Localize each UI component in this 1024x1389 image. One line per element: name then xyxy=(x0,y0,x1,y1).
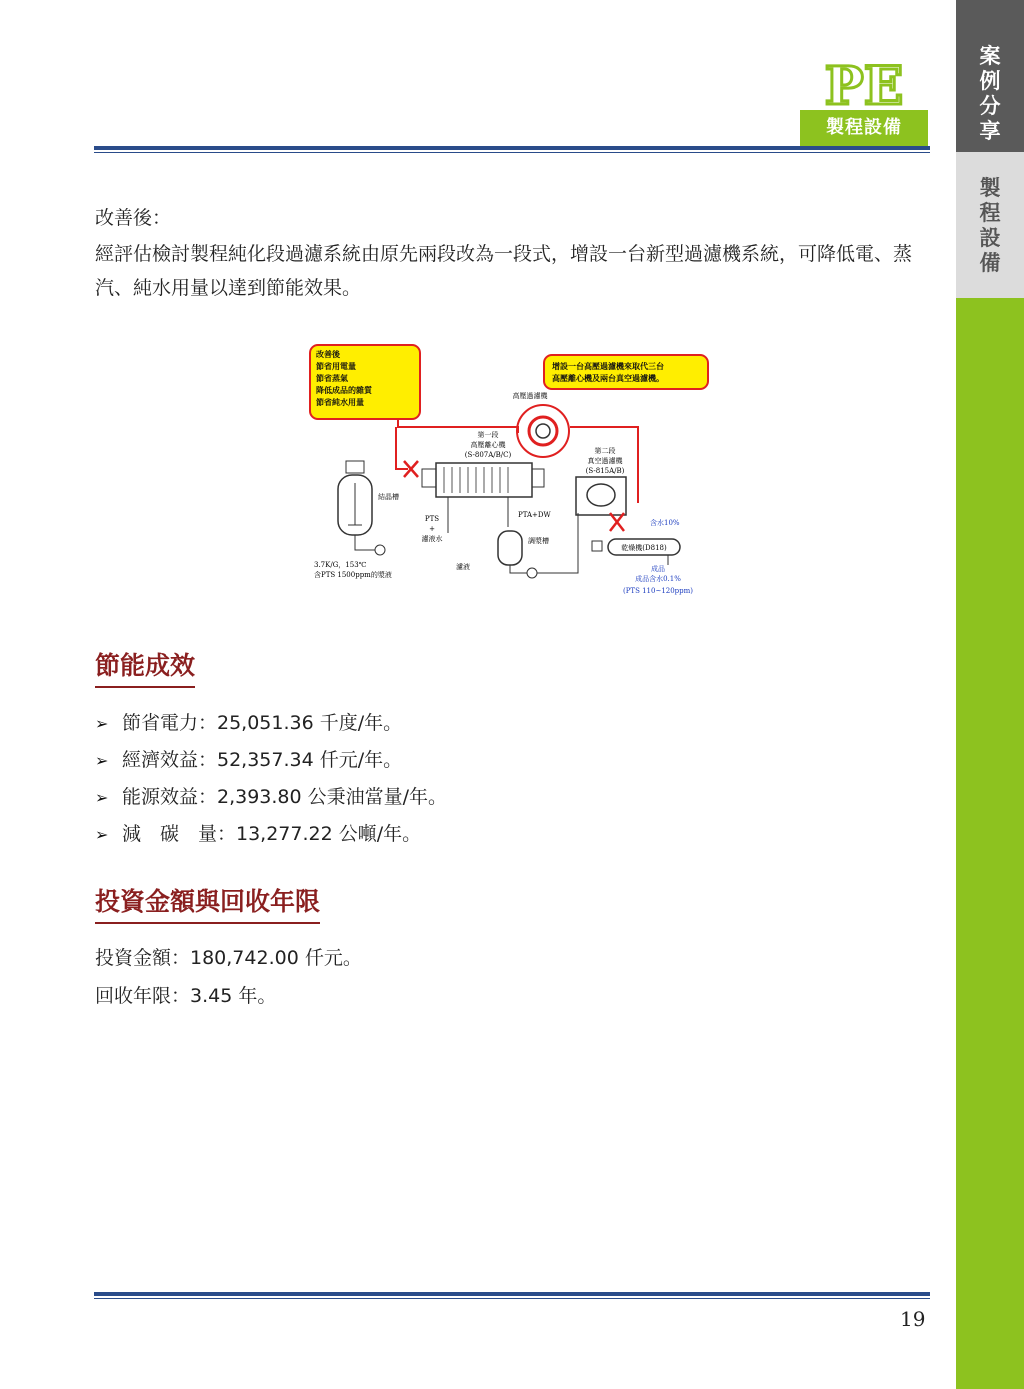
high-pressure-filter-label: 高壓過濾機 xyxy=(512,392,548,400)
arrow-bullet-icon: ➢ xyxy=(95,788,109,807)
arrow-bullet-icon: ➢ xyxy=(95,751,109,770)
filtrate-label: 濾液 xyxy=(456,563,470,571)
svg-text:PE: PE xyxy=(824,62,904,110)
header-rule xyxy=(94,146,930,153)
arrow-bullet-icon: ➢ xyxy=(95,825,109,844)
stage2-line: (S-815A/B) xyxy=(585,467,625,475)
note-right-line: 增設一台高壓過濾機來取代三台 xyxy=(552,361,664,371)
savings-heading: 節能成效 xyxy=(95,646,195,688)
intro-label: 改善後： xyxy=(95,207,172,229)
note-left-line: 節省用電量 xyxy=(316,361,356,371)
note-right-line: 高壓離心機及兩台真空過濾機。 xyxy=(552,373,664,383)
list-item: ➢ 能源效益：2,393.80 公秉油當量/年。 xyxy=(95,779,447,816)
product-label: (PTS 110~120ppm) xyxy=(622,587,694,595)
product-label: 成品含水0.1% xyxy=(635,575,681,583)
pts-label: + xyxy=(429,525,435,533)
list-item: ➢ 經濟效益：52,357.34 仟元/年。 xyxy=(95,742,447,779)
payback-period: 回收年限：3.45 年。 xyxy=(95,985,277,1007)
tab-case-study-label: 案 例 分 享 xyxy=(979,44,1001,143)
footer-rule xyxy=(94,1292,930,1299)
arrow-bullet-icon: ➢ xyxy=(95,714,109,733)
product-label: 成品 xyxy=(651,565,665,573)
pta-dw-label: PTA+DW xyxy=(518,511,551,519)
stage2-line: 第二段 xyxy=(594,447,616,455)
intro-text: 經評估檢討製程純化段過濾系統由原先兩段改為一段式，增設一台新型過濾機系統，可降低電、蒸汽、純水用量以達到節能效果。 xyxy=(95,243,913,299)
dryer-label: 乾燥機(D818) xyxy=(621,544,667,552)
pts-label: 濾液水 xyxy=(421,535,443,543)
tab-case-study[interactable] xyxy=(956,0,1024,152)
investment-heading: 投資金額與回收年限 xyxy=(95,882,320,924)
sidebar xyxy=(956,0,1024,1389)
note-left-line: 節省蒸氣 xyxy=(316,373,348,383)
process-diagram xyxy=(308,343,718,601)
stage1-line: 第一段 xyxy=(477,431,499,439)
vacuum-filter-body xyxy=(576,477,626,515)
stage2-line: 真空過濾機 xyxy=(587,457,623,465)
crystal-tank-label xyxy=(378,492,399,501)
feed-label: 含PTS 1500ppm的漿液 xyxy=(314,571,392,579)
investment-amount: 投資金額：180,742.00 仟元。 xyxy=(95,947,362,969)
note-left-line: 節省純水用量 xyxy=(316,397,364,407)
svg-text:結晶槽: 結晶槽 xyxy=(378,493,399,501)
note-left-line: 降低成品的雜質 xyxy=(316,385,372,395)
page-number: 19 xyxy=(900,1307,926,1331)
high-pressure-filter-outer xyxy=(517,405,569,457)
mix-tank-label: 調漿槽 xyxy=(528,537,549,545)
list-item: ➢ 節省電力：25,051.36 千度/年。 xyxy=(95,705,447,742)
savings-list xyxy=(95,705,447,853)
stage1-line: 高壓離心機 xyxy=(470,441,506,449)
tab-process-equipment[interactable] xyxy=(956,152,1024,298)
stage1-line: (S-807A/B/C) xyxy=(464,451,512,459)
feed-label: 3.7K/G，153℃ xyxy=(314,561,367,569)
water-content-label: 含水10% xyxy=(650,519,680,527)
pe-logo xyxy=(808,62,920,110)
tab-process-equipment-label: 製 程 設 備 xyxy=(979,176,1001,275)
note-left-line: 改善後 xyxy=(316,349,340,359)
section-label: 製程設備 xyxy=(800,110,928,146)
list-item: ➢ 減 碳 量：13,277.22 公噸/年。 xyxy=(95,816,447,853)
mix-tank xyxy=(498,531,522,565)
pts-label: PTS xyxy=(424,515,440,523)
